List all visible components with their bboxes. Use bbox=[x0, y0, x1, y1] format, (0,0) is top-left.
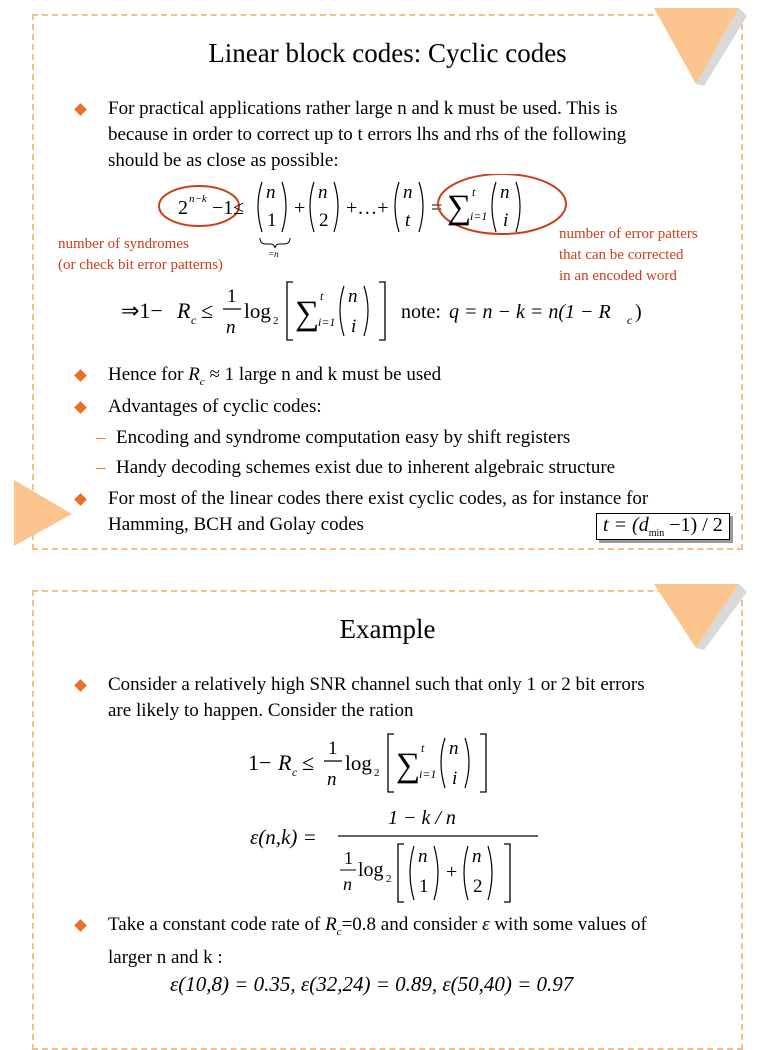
bullet-line: should be as close as possible: bbox=[108, 150, 339, 171]
svg-text:+: + bbox=[446, 861, 458, 883]
svg-text:c: c bbox=[191, 313, 197, 327]
rate-bound-equation bbox=[246, 730, 516, 796]
bullet-text: =0.8 and consider bbox=[341, 914, 483, 935]
svg-text:∑: ∑ bbox=[447, 189, 472, 226]
svg-text:2: 2 bbox=[273, 315, 279, 327]
note-equation: q = n − k = n(1 − R bbox=[449, 301, 611, 323]
note-label: note: bbox=[401, 301, 441, 323]
annotation-line: number of syndromes bbox=[58, 236, 189, 252]
svg-text:n: n bbox=[449, 738, 459, 759]
boxed-formula-rest: −1) / 2 bbox=[664, 514, 723, 536]
sub-bullet-encoding bbox=[96, 425, 701, 451]
bullet-line: For practical applications rather large n and k must be used. This is bbox=[108, 98, 618, 119]
bullet-text: Advantages of cyclic codes: bbox=[108, 396, 322, 417]
slide-cyclic-codes bbox=[32, 14, 743, 550]
svg-text:≤: ≤ bbox=[302, 750, 315, 775]
slide-example bbox=[32, 590, 743, 1050]
annotation-line: number of error patters bbox=[559, 226, 698, 242]
svg-text:2: 2 bbox=[473, 876, 483, 897]
bullet-line: Consider a relatively high SNR channel such that only 1 or 2 bit errors bbox=[108, 674, 645, 695]
bullet-practical-applications bbox=[84, 96, 701, 174]
svg-text:c: c bbox=[627, 313, 633, 327]
slide-title: Linear block codes: Cyclic codes bbox=[208, 38, 567, 68]
svg-text:t: t bbox=[421, 741, 425, 755]
svg-text:log: log bbox=[358, 859, 384, 881]
brace-label: =n bbox=[268, 249, 279, 258]
bullet-diamond-icon bbox=[74, 401, 87, 414]
svg-text:≤: ≤ bbox=[201, 298, 214, 323]
boxed-formula: t = (d bbox=[603, 514, 649, 536]
svg-text:c: c bbox=[292, 765, 298, 779]
svg-text:n: n bbox=[348, 286, 358, 307]
sub-bullet-text: Encoding and syndrome computation easy by shift registers bbox=[116, 427, 571, 448]
bullet-diamond-icon bbox=[74, 493, 87, 506]
annotation-syndromes bbox=[58, 234, 223, 276]
bullet-code-rate: Take a constant code rate of $R_c=0.8$ and consider ε with some values of larger n and k : bbox=[84, 912, 701, 971]
bullet-diamond-icon bbox=[74, 369, 87, 382]
svg-text:⇒1−: ⇒1− bbox=[121, 298, 163, 323]
sub-bullet-text: Handy decoding schemes exist due to inherent algebraic structure bbox=[116, 457, 616, 478]
dash-icon: – bbox=[96, 457, 106, 478]
bullet-diamond-icon bbox=[74, 103, 87, 116]
epsilon-lhs: ε(n,k) = bbox=[250, 825, 317, 849]
slide-title: Example bbox=[339, 614, 436, 644]
svg-text:1: 1 bbox=[227, 286, 237, 307]
annotation-line: (or check bit error patterns) bbox=[58, 257, 223, 273]
svg-text:2: 2 bbox=[374, 767, 380, 779]
svg-text:1: 1 bbox=[344, 848, 353, 868]
bullet-text: Take a constant code rate of bbox=[108, 914, 326, 935]
bullet-hence: Hence for $R_c \approx 1$ large n and k must be used bbox=[84, 362, 701, 395]
svg-text:+: + bbox=[294, 197, 306, 219]
epsilon-results: ε(10,8) = 0.35, ε(32,24) = 0.89, ε(50,40) = 0.97 bbox=[170, 972, 574, 996]
svg-text:+…+: +…+ bbox=[346, 197, 389, 219]
svg-text:n: n bbox=[327, 769, 337, 790]
svg-text:i=1: i=1 bbox=[318, 315, 336, 329]
rate-bound-equation bbox=[119, 278, 679, 344]
bullet-text: with some values of bbox=[489, 914, 647, 935]
svg-text:): ) bbox=[635, 301, 642, 323]
svg-text:n: n bbox=[226, 317, 236, 338]
svg-text:1: 1 bbox=[419, 876, 429, 897]
svg-text:n: n bbox=[343, 874, 352, 894]
epsilon-numerator: 1 − k / n bbox=[388, 807, 456, 829]
bullet-line: are likely to happen. Consider the ration bbox=[108, 700, 414, 721]
svg-text:1: 1 bbox=[328, 738, 338, 759]
svg-text:n: n bbox=[266, 182, 276, 203]
eq-lhs-exp: n−k bbox=[189, 193, 207, 205]
bullet-high-snr bbox=[84, 672, 701, 724]
eq-lhs-base: 2 bbox=[178, 197, 188, 219]
bullet-text: Hence for bbox=[108, 364, 189, 385]
svg-text:t: t bbox=[320, 289, 324, 303]
svg-text:2: 2 bbox=[386, 873, 392, 885]
bullet-line: larger n and k : bbox=[108, 946, 223, 968]
svg-text:log: log bbox=[345, 751, 372, 775]
dash-icon: – bbox=[96, 427, 106, 448]
annotation-line: in an encoded word bbox=[559, 268, 677, 284]
annotation-line: that can be corrected bbox=[559, 247, 684, 263]
svg-text:t: t bbox=[472, 185, 476, 199]
svg-text:t: t bbox=[405, 210, 411, 231]
svg-text:1: 1 bbox=[267, 210, 277, 231]
svg-text:R: R bbox=[278, 750, 292, 775]
bullet-diamond-icon bbox=[74, 679, 87, 692]
svg-text:i=1: i=1 bbox=[470, 209, 488, 223]
bullet-diamond-icon bbox=[74, 919, 87, 932]
eq-lhs-rest: −1≤ bbox=[212, 197, 245, 219]
svg-text:∑: ∑ bbox=[295, 295, 320, 332]
epsilon-equation bbox=[248, 802, 548, 906]
svg-text:log: log bbox=[244, 299, 271, 323]
svg-text:n: n bbox=[318, 182, 328, 203]
svg-text:R: R bbox=[177, 298, 191, 323]
svg-text:=: = bbox=[431, 197, 443, 219]
svg-text:2: 2 bbox=[319, 210, 329, 231]
bullet-line: Hamming, BCH and Golay codes bbox=[108, 514, 364, 535]
svg-text:1−: 1− bbox=[248, 750, 272, 775]
boxed-subscript: min bbox=[648, 528, 665, 539]
bullet-line: because in order to correct up to t errors lhs and rhs of the following bbox=[108, 124, 627, 145]
svg-text:n: n bbox=[418, 846, 428, 867]
sub-bullet-decoding bbox=[96, 455, 701, 481]
svg-text:n: n bbox=[403, 182, 413, 203]
svg-text:∑: ∑ bbox=[396, 747, 421, 784]
svg-text:i: i bbox=[503, 210, 509, 231]
svg-text:i: i bbox=[452, 768, 458, 789]
error-correction-formula-box bbox=[596, 513, 730, 540]
svg-text:n: n bbox=[500, 182, 510, 203]
bullet-advantages bbox=[84, 394, 701, 420]
bullet-text: large n and k must be used bbox=[234, 364, 442, 385]
svg-text:i: i bbox=[351, 316, 357, 337]
svg-text:n: n bbox=[472, 846, 482, 867]
svg-text:i=1: i=1 bbox=[419, 767, 437, 781]
bullet-line: For most of the linear codes there exist cyclic codes, as for instance for bbox=[108, 488, 649, 509]
left-triangle-decoration bbox=[14, 478, 74, 548]
